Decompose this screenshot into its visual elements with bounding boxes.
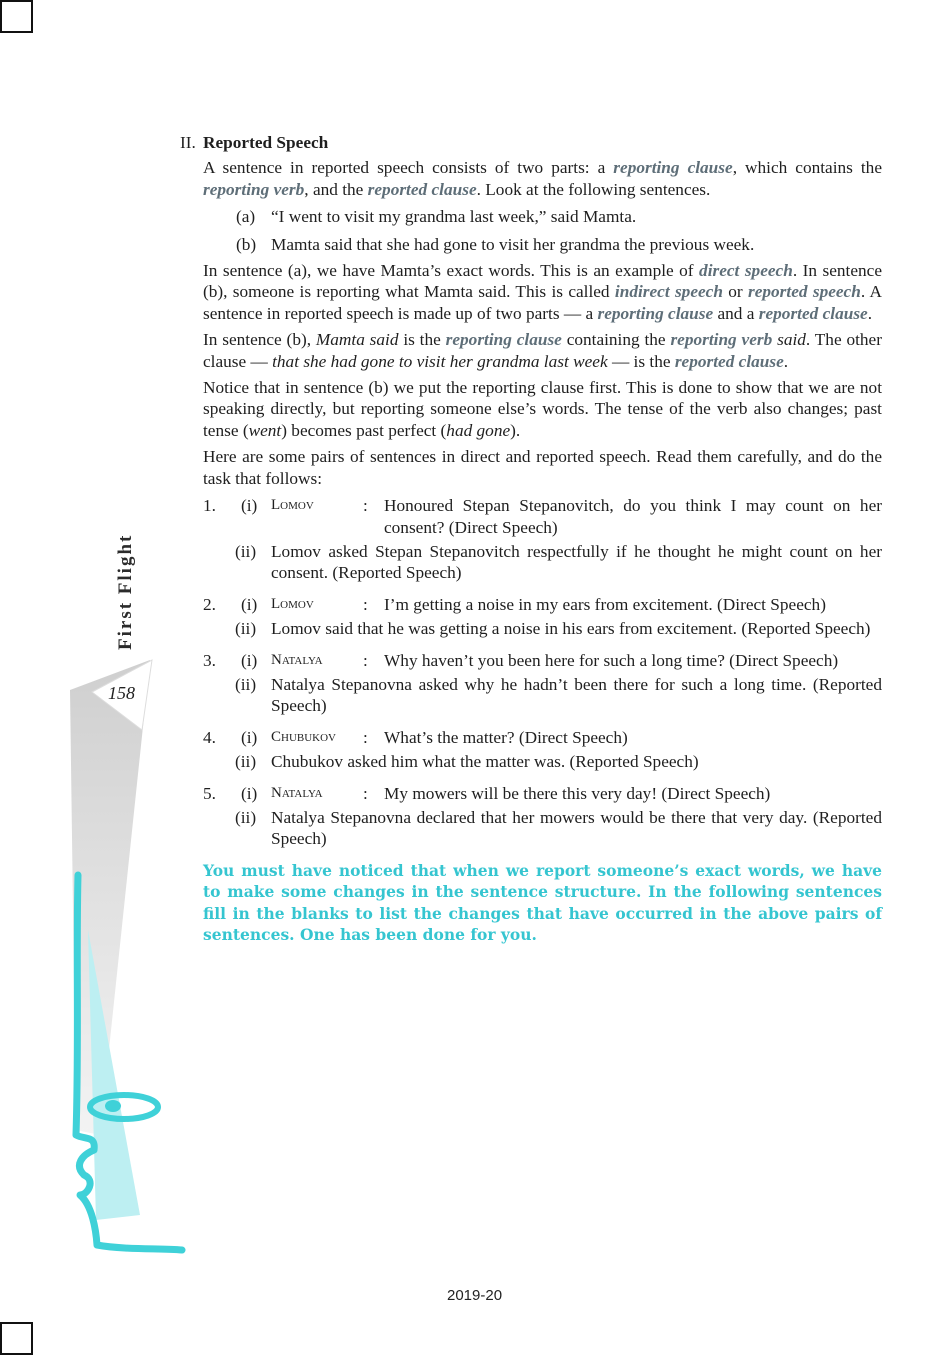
text: . A sentence in reported speech is made up of two parts — a bbox=[203, 282, 882, 323]
direct-speech: Why haven’t you been here for such a long time? (Direct Speech) bbox=[384, 650, 839, 670]
example-a bbox=[180, 206, 882, 227]
reported-row bbox=[203, 751, 882, 772]
direct-speech: My mowers will be there this very day! (Direct Speech) bbox=[384, 783, 771, 803]
reported-speech: Chubukov asked him what the matter was. (Reported Speech) bbox=[271, 752, 699, 772]
term: reporting verb bbox=[670, 330, 773, 350]
roman-numeral: (i) bbox=[241, 650, 258, 670]
reported-row bbox=[203, 674, 882, 717]
example-text: “I went to visit my grandma last week,” said Mamta. bbox=[271, 207, 637, 227]
term-reporting-clause: reporting clause bbox=[613, 158, 733, 178]
text: , which contains the bbox=[732, 158, 882, 178]
reported-row bbox=[203, 618, 882, 639]
italic-text: Mamta said bbox=[315, 330, 399, 350]
pair-number: 2. bbox=[203, 594, 216, 614]
italic-text: had gone bbox=[446, 420, 511, 440]
reported-speech: Natalya Stepanovna declared that her mowers would be there that very day. (Reported Speech) bbox=[271, 807, 882, 849]
roman-numeral: (ii) bbox=[235, 674, 257, 694]
text: . Look at the following sentences. bbox=[476, 179, 711, 199]
text: ). bbox=[510, 420, 521, 440]
speaker: Chubukov bbox=[271, 728, 337, 745]
text: . In sentence (b), someone is reporting what Mamta said. This is called bbox=[203, 261, 882, 302]
pair-5 bbox=[180, 783, 882, 850]
cyan-pupil bbox=[105, 1100, 121, 1112]
speaker: Natalya bbox=[271, 651, 323, 668]
speaker: Lomov bbox=[271, 595, 314, 612]
text: ) becomes past perfect ( bbox=[281, 420, 447, 440]
paragraph-task-intro: Here are some pairs of sentences in direct and reported speech. Read them carefully, and do the task that follows: bbox=[203, 447, 882, 488]
italic-text: said bbox=[777, 330, 806, 350]
reported-speech: Natalya Stepanovna asked why he hadn’t been there for such a long time. (Reported Speech) bbox=[271, 674, 882, 716]
footer-year: 2019-20 bbox=[447, 1287, 503, 1304]
term: reporting clause bbox=[597, 303, 714, 323]
term-reporting-verb: reporting verb bbox=[203, 179, 305, 199]
pair-4 bbox=[180, 727, 882, 773]
colon: : bbox=[363, 650, 368, 670]
text: . bbox=[783, 351, 789, 371]
text: . The other clause — bbox=[203, 330, 882, 371]
reported-speech: Lomov asked Stepan Stepanovitch respectfully if he thought he might count on her consent. (Reported Speech) bbox=[271, 541, 882, 583]
colon: : bbox=[363, 594, 368, 614]
spacer bbox=[203, 807, 235, 850]
direct-speech: Honoured Stepan Stepanovitch, do you think I may count on her consent? (Direct Speech) bbox=[384, 496, 882, 537]
paragraph-direct-indirect bbox=[180, 260, 882, 324]
term: reported clause bbox=[674, 351, 784, 371]
roman-numeral: (ii) bbox=[235, 541, 257, 561]
roman-numeral: (ii) bbox=[235, 619, 257, 639]
direct-row bbox=[203, 727, 882, 748]
paragraph-notice bbox=[180, 377, 882, 441]
pair-number: 4. bbox=[203, 727, 216, 747]
text: or bbox=[722, 282, 748, 302]
term: indirect speech bbox=[614, 282, 723, 302]
reported-row bbox=[203, 807, 882, 850]
pair-number: 5. bbox=[203, 783, 216, 803]
pair-2 bbox=[180, 594, 882, 640]
task-instruction: You must have noticed that when we report someone’s exact words, we have to make some changes in the sentence structure. In the following sentences fill in the blanks to list the changes that have occurred in the above pairs of sentences. One has been done for you. bbox=[203, 860, 882, 944]
colon: : bbox=[363, 496, 368, 516]
spacer bbox=[203, 618, 235, 639]
pair-3 bbox=[180, 650, 882, 717]
section-heading bbox=[180, 132, 882, 153]
text: . bbox=[867, 303, 873, 323]
direct-row bbox=[203, 495, 882, 538]
speaker: Lomov bbox=[271, 497, 314, 514]
direct-speech: I’m getting a noise in my ears from excitement. (Direct Speech) bbox=[384, 594, 826, 614]
italic-text: went bbox=[248, 420, 282, 440]
direct-speech: What’s the matter? (Direct Speech) bbox=[384, 727, 628, 747]
direct-row bbox=[203, 650, 882, 671]
reported-row bbox=[203, 541, 882, 584]
term: reported clause bbox=[758, 303, 868, 323]
text: A sentence in reported speech consists of two parts: a bbox=[203, 158, 614, 178]
term: reported speech bbox=[748, 282, 861, 302]
speaker: Natalya bbox=[271, 784, 323, 801]
section-title: Reported Speech bbox=[203, 133, 329, 152]
text: , and the bbox=[304, 179, 368, 199]
text: Notice that in sentence (b) we put the reporting clause first. This is done to show that we are not speaking directly, but reporting someone else’s words. The tense of the verb also changes; past tense ( bbox=[203, 378, 882, 440]
colon: : bbox=[363, 727, 368, 747]
example-label: (b) bbox=[236, 234, 257, 254]
roman-numeral: (i) bbox=[241, 496, 258, 516]
section-number: II. bbox=[180, 133, 196, 152]
roman-numeral: (i) bbox=[241, 727, 258, 747]
text: In sentence (b), bbox=[203, 330, 316, 350]
example-label: (a) bbox=[236, 207, 256, 227]
example-text: Mamta said that she had gone to visit her grandma the previous week. bbox=[271, 234, 755, 254]
italic-text: that she had gone to visit her grandma last week bbox=[272, 351, 608, 371]
text: containing the bbox=[561, 330, 671, 350]
spacer bbox=[203, 674, 235, 717]
roman-numeral: (ii) bbox=[235, 752, 257, 772]
pair-number: 1. bbox=[203, 496, 216, 516]
colon: : bbox=[363, 783, 368, 803]
term: reporting clause bbox=[445, 330, 562, 350]
side-decoration bbox=[0, 0, 200, 1355]
spacer bbox=[203, 751, 235, 772]
roman-numeral: (ii) bbox=[235, 807, 257, 827]
page-content bbox=[180, 132, 882, 945]
text: and a bbox=[713, 303, 759, 323]
intro-paragraph bbox=[180, 157, 882, 200]
direct-row bbox=[203, 783, 882, 804]
text: — is the bbox=[607, 351, 675, 371]
pair-number: 3. bbox=[203, 650, 216, 670]
text: is the bbox=[398, 330, 446, 350]
page-number: 158 bbox=[108, 683, 135, 703]
book-title: First Flight bbox=[115, 533, 136, 650]
spacer bbox=[203, 541, 235, 584]
term: direct speech bbox=[699, 261, 793, 281]
direct-row bbox=[203, 594, 882, 615]
pair-1 bbox=[180, 495, 882, 584]
reported-speech: Lomov said that he was getting a noise in his ears from excitement. (Reported Speech) bbox=[271, 619, 871, 639]
example-b bbox=[180, 234, 882, 255]
paragraph-sentence-b bbox=[180, 329, 882, 372]
roman-numeral: (i) bbox=[241, 783, 258, 803]
roman-numeral: (i) bbox=[241, 594, 258, 614]
text: In sentence (a), we have Mamta’s exact words. This is an example of bbox=[203, 261, 700, 281]
term-reported-clause: reported clause bbox=[367, 179, 477, 199]
